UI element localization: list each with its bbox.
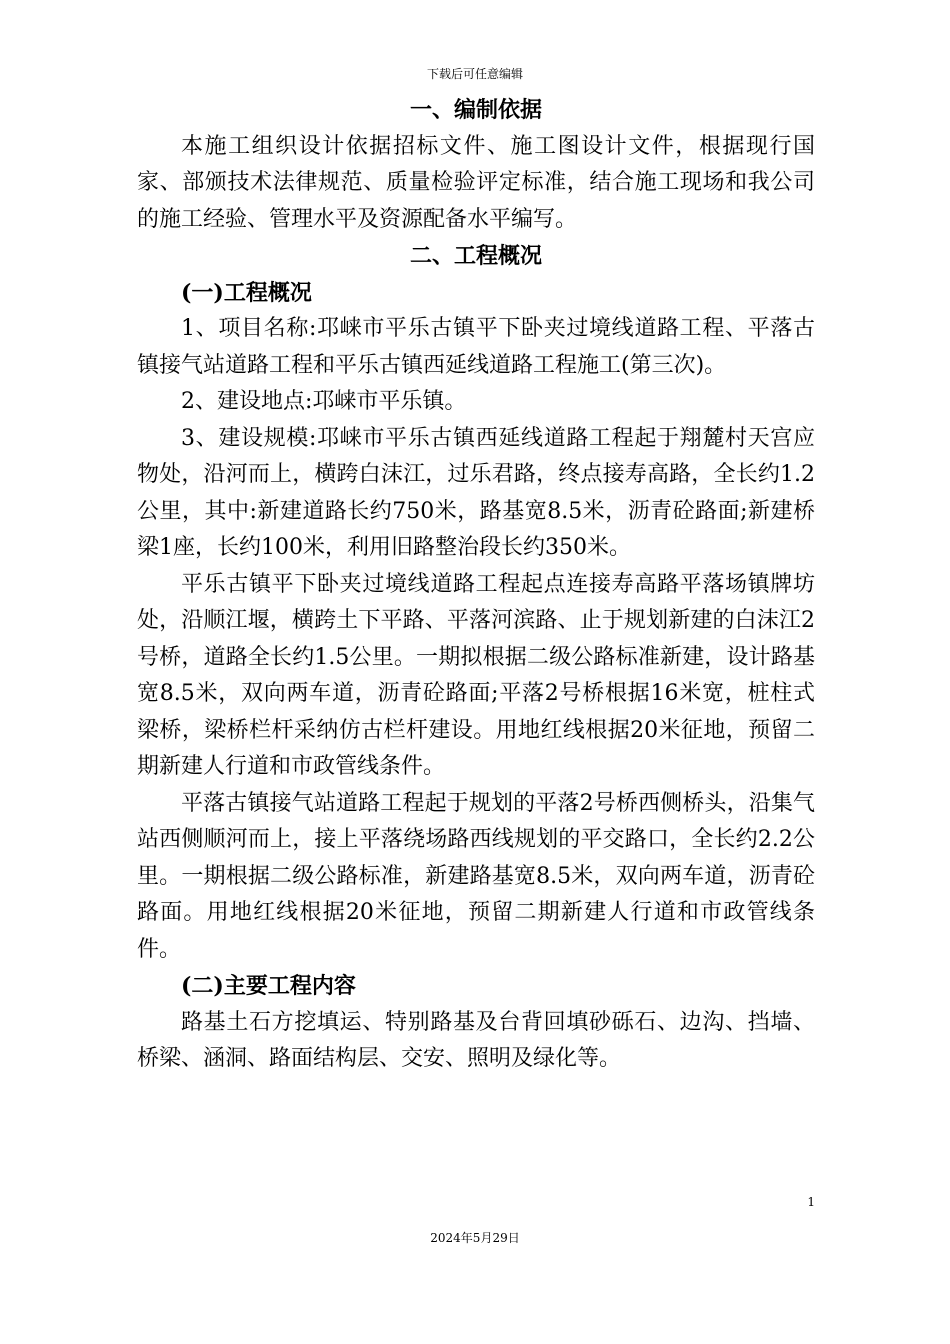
subsection-title-overview: (一)工程概况 (181, 279, 312, 306)
section-title-overview: 二、工程概况 (409, 243, 542, 269)
paragraph-project-name: 1、项目名称:邛崃市平乐古镇平下卧夹过境线道路工程、平落古镇接气站道路工程和平乐古镇西延线道路工程施工(第三次)。 (137, 316, 815, 378)
paragraph-location: 2、建设地点:邛崃市平乐镇。 (181, 389, 467, 414)
paragraph-main-works: 路基土石方挖填运、特别路基及台背回填砂砾石、边沟、挡墙、桥梁、涵洞、路面结构层、交安、照明及绿化等。 (137, 1009, 815, 1071)
paragraph-gas-station-road: 平落古镇接气站道路工程起于规划的平落2号桥西侧桥头，沿集气站西侧顺河而上，接上平落绕场路西线规划的平交路口，全长约2.2公里。一期根据二级公路标准，新建路基宽8.5米，双向两车道，沥青砼路面。用地红线根据20米征地，预留二期新建人行道和市政管线条件。 (137, 790, 815, 962)
paragraph-scale: 3、建设规模:邛崃市平乐古镇西延线道路工程起于翔麓村天宫应物处，沿河而上，横跨白沫江，过乐君路，终点接寿高路，全长约1.2公里，其中:新建道路长约750米，路基宽8.5米，沥青砼路面;新建桥梁1座，长约100米，利用旧路整治段长约350米。 (137, 425, 815, 560)
section-title-basis: 一、编制依据 (409, 97, 542, 123)
paragraph-basis: 本施工组织设计依据招标文件、施工图设计文件，根据现行国家、部颁技术法律规范、质量检验评定标准，结合施工现场和我公司的施工经验、管理水平及资源配备水平编写。 (137, 133, 815, 232)
document-body (137, 92, 815, 1078)
page-header: 下载后可任意编辑 (426, 67, 523, 81)
paragraph-bypass-road: 平乐古镇平下卧夹过境线道路工程起点连接寿高路平落场镇牌坊处，沿顺江堰，横跨土下平路、平落河滨路、止于规划新建的白沫江2号桥，道路全长约1.5公里。一期拟根据二级公路标准新建，设计路基宽8.5米，双向两车道，沥青砼路面;平落2号桥根据16米宽，桩柱式梁桥，梁桥栏杆采纳仿古栏杆建设。用地红线根据20米征地，预留二期新建人行道和市政管线条件。 (137, 571, 815, 779)
subsection-title-main-works: (二)主要工程内容 (181, 973, 356, 999)
page-number: 1 (807, 1195, 815, 1209)
page-footer-date: 2024年5月29日 (430, 1231, 520, 1245)
